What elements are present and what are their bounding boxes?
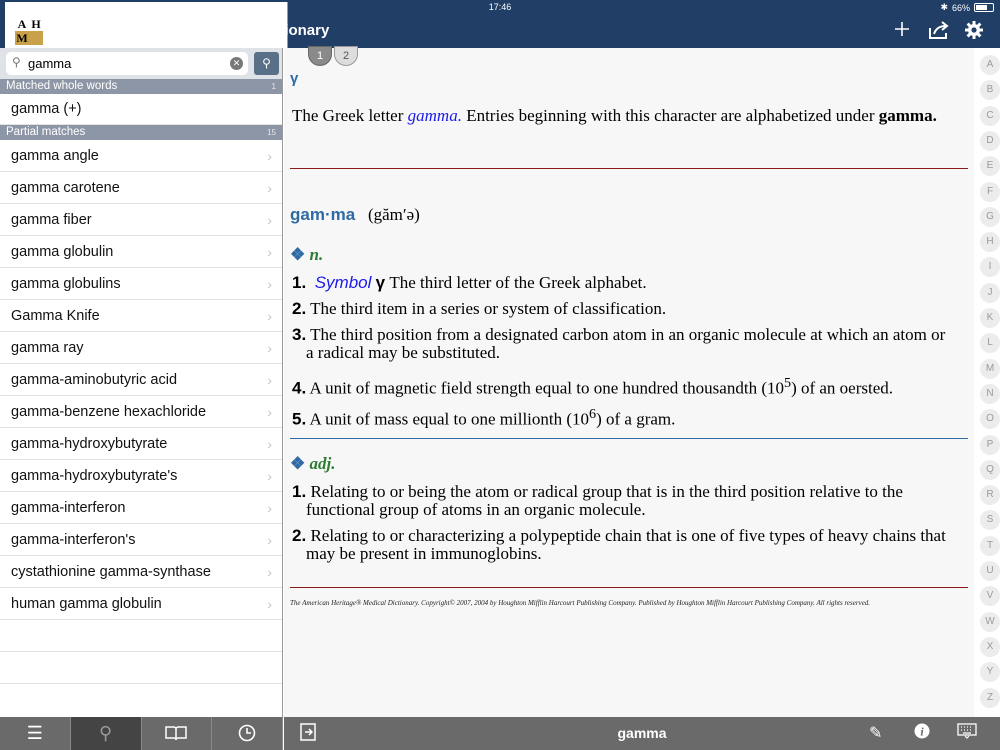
list-item-label: gamma fiber [11, 212, 92, 228]
index-letter-g[interactable]: G [980, 207, 1000, 227]
status-bar [0, 0, 1000, 16]
empty-row [0, 652, 282, 684]
definition [292, 274, 952, 292]
def-number: 2. [292, 299, 307, 318]
index-letter-w[interactable]: W [980, 612, 1000, 632]
logo-letter [29, 31, 43, 45]
def-text: ) of an oersted. [791, 378, 894, 398]
header-actions [892, 20, 984, 40]
index-letter-s[interactable]: S [980, 510, 1000, 530]
def-text: The third item in a series or system of classification. [306, 299, 667, 318]
list-icon[interactable]: ☰ [0, 717, 71, 750]
app-logo [15, 17, 43, 45]
def-number: 3. [292, 325, 307, 344]
current-word: gamma [617, 725, 667, 741]
app-title: American Heritage® Medical Dictionary [49, 22, 330, 39]
def-text: ) of a gram. [596, 409, 676, 429]
def-number: 2. [292, 526, 307, 545]
index-letter-j[interactable]: J [980, 283, 1000, 303]
bluetooth-icon: ✱ [940, 2, 948, 12]
list-item-label: gamma ray [11, 340, 84, 356]
chevron-right-icon: › [267, 404, 272, 420]
logo-letter: H [29, 17, 43, 31]
list-item-label: gamma globulins [11, 276, 121, 292]
def-text: The third position from a designated carbon atom in an organic molecule at which an atom or a radical may be substituted. [306, 325, 946, 362]
chevron-right-icon: › [267, 244, 272, 260]
bottom-toolbar [284, 717, 1000, 750]
index-letter-b[interactable]: B [980, 80, 1000, 100]
section-header-partial [0, 125, 282, 140]
info-icon[interactable] [914, 723, 930, 744]
list-item-label: gamma-hydroxybutyrate [11, 436, 168, 452]
index-letter-t[interactable]: T [980, 536, 1000, 556]
intro-paragraph [292, 106, 952, 126]
list-item[interactable] [0, 268, 282, 300]
pronunciation: (găm′ə) [367, 205, 420, 224]
index-letter-m[interactable]: M [980, 359, 1000, 379]
index-letter-r[interactable]: R [980, 485, 1000, 505]
plus-icon[interactable] [892, 20, 912, 40]
section-label: Partial matches [6, 126, 86, 138]
search-icon: ⚲ [12, 55, 21, 69]
list-item[interactable] [0, 300, 282, 332]
list-item-label: gamma angle [11, 148, 99, 164]
index-letter-u[interactable]: U [980, 561, 1000, 581]
list-item[interactable] [0, 460, 282, 492]
search-bar [0, 48, 282, 79]
section-header-matched [0, 79, 282, 94]
headword-line [290, 205, 420, 225]
list-item[interactable] [0, 492, 282, 524]
def-text: Relating to or being the atom or radical group that is in the third position relative to the functional group of atoms in an organic molecule. [306, 482, 903, 519]
gamma-link[interactable]: gamma. [407, 106, 462, 125]
battery-icon [974, 3, 994, 12]
headword: gam·ma [290, 205, 356, 224]
index-letter-k[interactable]: K [980, 308, 1000, 328]
alphabet-index [974, 48, 1000, 717]
intro-bold: gamma. [878, 106, 937, 125]
list-item[interactable] [0, 172, 282, 204]
intro-text: Entries beginning with this character are alphabetized under [461, 106, 879, 125]
section-count: 1 [271, 82, 276, 91]
def-text: The third letter of the Greek alphabet. [385, 273, 647, 292]
status-time: 17:46 [488, 2, 512, 12]
list-item[interactable] [0, 236, 282, 268]
battery-percent: 66% [951, 2, 970, 13]
superscript: 5 [783, 375, 792, 391]
index-letter-c[interactable]: C [980, 106, 1000, 126]
index-letter-y[interactable]: Y [980, 662, 1000, 682]
list-item[interactable] [0, 364, 282, 396]
top-bar [0, 0, 1000, 48]
chevron-right-icon: › [267, 468, 272, 484]
search-icon[interactable]: ⚲ [71, 717, 142, 750]
list-item-label: human gamma globulin [11, 596, 162, 612]
list-item[interactable] [0, 428, 282, 460]
partial-list [0, 140, 282, 684]
definition [292, 326, 952, 362]
page-tabs [308, 46, 358, 66]
list-item[interactable] [0, 588, 282, 620]
index-letter-v[interactable]: V [980, 586, 1000, 606]
battery-fill [976, 5, 987, 10]
definition [292, 300, 952, 318]
index-letter-z[interactable]: Z [980, 688, 1000, 708]
list-item-label: gamma globulin [11, 244, 114, 260]
logo-letter: M [16, 31, 28, 45]
def-number: 4. [292, 378, 307, 398]
list-item-label: gamma-interferon [11, 500, 126, 516]
definition [292, 374, 952, 398]
svg-text:i: i [920, 724, 924, 739]
empty-row [0, 620, 282, 652]
clear-search-icon[interactable]: ✕ [230, 57, 243, 70]
list-item[interactable] [0, 204, 282, 236]
superscript: 6 [589, 406, 597, 422]
pos-noun [290, 245, 323, 265]
list-item-label: gamma-aminobutyric acid [11, 372, 178, 388]
pos-label: n. [309, 245, 324, 264]
index-letter-h[interactable]: H [980, 232, 1000, 252]
def-number: 1. [292, 482, 307, 501]
list-item-label: gamma-hydroxybutyrate's [11, 468, 178, 484]
device-label: iPad [5, 2, 24, 12]
bottom-tab-bar [0, 717, 283, 750]
entry-view [284, 48, 974, 717]
index-letter-x[interactable]: X [980, 637, 1000, 657]
def-text: A unit of mass equal to one millionth (10 [306, 409, 590, 429]
index-letter-i[interactable]: I [980, 257, 1000, 277]
def-symbol: γ [375, 273, 386, 292]
logo-letter: A [15, 17, 29, 31]
definition [292, 527, 952, 563]
def-number: 5. [292, 409, 307, 429]
gear-icon[interactable] [964, 20, 984, 40]
list-item[interactable] [0, 556, 282, 588]
divider [290, 587, 968, 588]
entry-symbol: γ [290, 70, 299, 87]
page-tab-2[interactable]: 2 [334, 46, 358, 66]
book-icon[interactable] [142, 717, 213, 750]
symbol-label[interactable]: Symbol [314, 273, 372, 292]
pos-adj [290, 454, 335, 474]
pos-label: adj. [309, 454, 336, 473]
note-icon[interactable]: ✎ [869, 725, 883, 742]
diamond-bullet-icon: ❖ [290, 454, 306, 473]
index-letter-p[interactable]: P [980, 435, 1000, 455]
chevron-right-icon: › [267, 500, 272, 516]
list-item[interactable] [0, 524, 282, 556]
list-item[interactable] [0, 94, 282, 125]
list-item-label: gamma (+) [11, 101, 82, 117]
def-number: 1. [292, 273, 307, 292]
chevron-right-icon: › [267, 532, 272, 548]
index-letter-n[interactable]: N [980, 384, 1000, 404]
share-icon[interactable] [928, 20, 948, 40]
search-box [6, 52, 248, 75]
keyboard-icon[interactable] [957, 723, 977, 744]
results-panel [0, 48, 283, 717]
search-button[interactable]: ⚲ [254, 52, 279, 75]
status-right [940, 2, 994, 13]
list-item[interactable] [0, 140, 282, 172]
index-letter-q[interactable]: Q [980, 460, 1000, 480]
index-letter-f[interactable]: F [980, 182, 1000, 202]
page-tab-1[interactable]: 1 [308, 46, 332, 66]
section-count: 15 [267, 128, 276, 137]
definition [292, 483, 952, 519]
list-item[interactable] [0, 396, 282, 428]
def-text: A unit of magnetic field strength equal to one hundred thousandth (10 [306, 378, 784, 398]
history-icon[interactable] [212, 717, 283, 750]
index-letter-a[interactable]: A [980, 55, 1000, 75]
chevron-right-icon: › [267, 276, 272, 292]
chevron-right-icon: › [267, 212, 272, 228]
wifi-icon: ◔ [25, 2, 31, 12]
list-item-label: gamma-interferon's [11, 532, 136, 548]
divider [290, 168, 968, 169]
def-text: Relating to or characterizing a polypeptide chain that is one of five types of heavy chains that may be present in immunoglobins. [306, 526, 946, 563]
index-letter-o[interactable]: O [980, 409, 1000, 429]
definition [292, 405, 952, 429]
chevron-right-icon: › [267, 148, 272, 164]
diamond-bullet-icon: ❖ [290, 245, 306, 264]
chevron-right-icon: › [267, 372, 272, 388]
list-item-label: gamma carotene [11, 180, 120, 196]
list-item-label: Gamma Knife [11, 308, 100, 324]
list-item[interactable] [0, 332, 282, 364]
list-item-label: cystathionine gamma-synthase [11, 564, 211, 580]
chevron-right-icon: › [267, 308, 272, 324]
chevron-right-icon: › [267, 180, 272, 196]
chevron-right-icon: › [267, 436, 272, 452]
chevron-right-icon: › [267, 596, 272, 612]
index-letter-e[interactable]: E [980, 156, 1000, 176]
chevron-right-icon: › [267, 340, 272, 356]
index-letter-d[interactable]: D [980, 131, 1000, 151]
divider [290, 438, 968, 439]
search-input[interactable] [28, 55, 228, 72]
section-label: Matched whole words [6, 80, 118, 92]
chevron-right-icon: › [267, 564, 272, 580]
list-item-label: gamma-benzene hexachloride [11, 404, 207, 420]
copyright-notice: The American Heritage® Medical Dictionary. Copyright© 2007, 2004 by Houghton Mifflin Harcourt Publishing Company. Published by Houghton Mifflin Harcourt Publishing Company. All rights reserved. [290, 599, 871, 607]
intro-text: The Greek letter [292, 106, 408, 125]
index-letter-l[interactable]: L [980, 333, 1000, 353]
